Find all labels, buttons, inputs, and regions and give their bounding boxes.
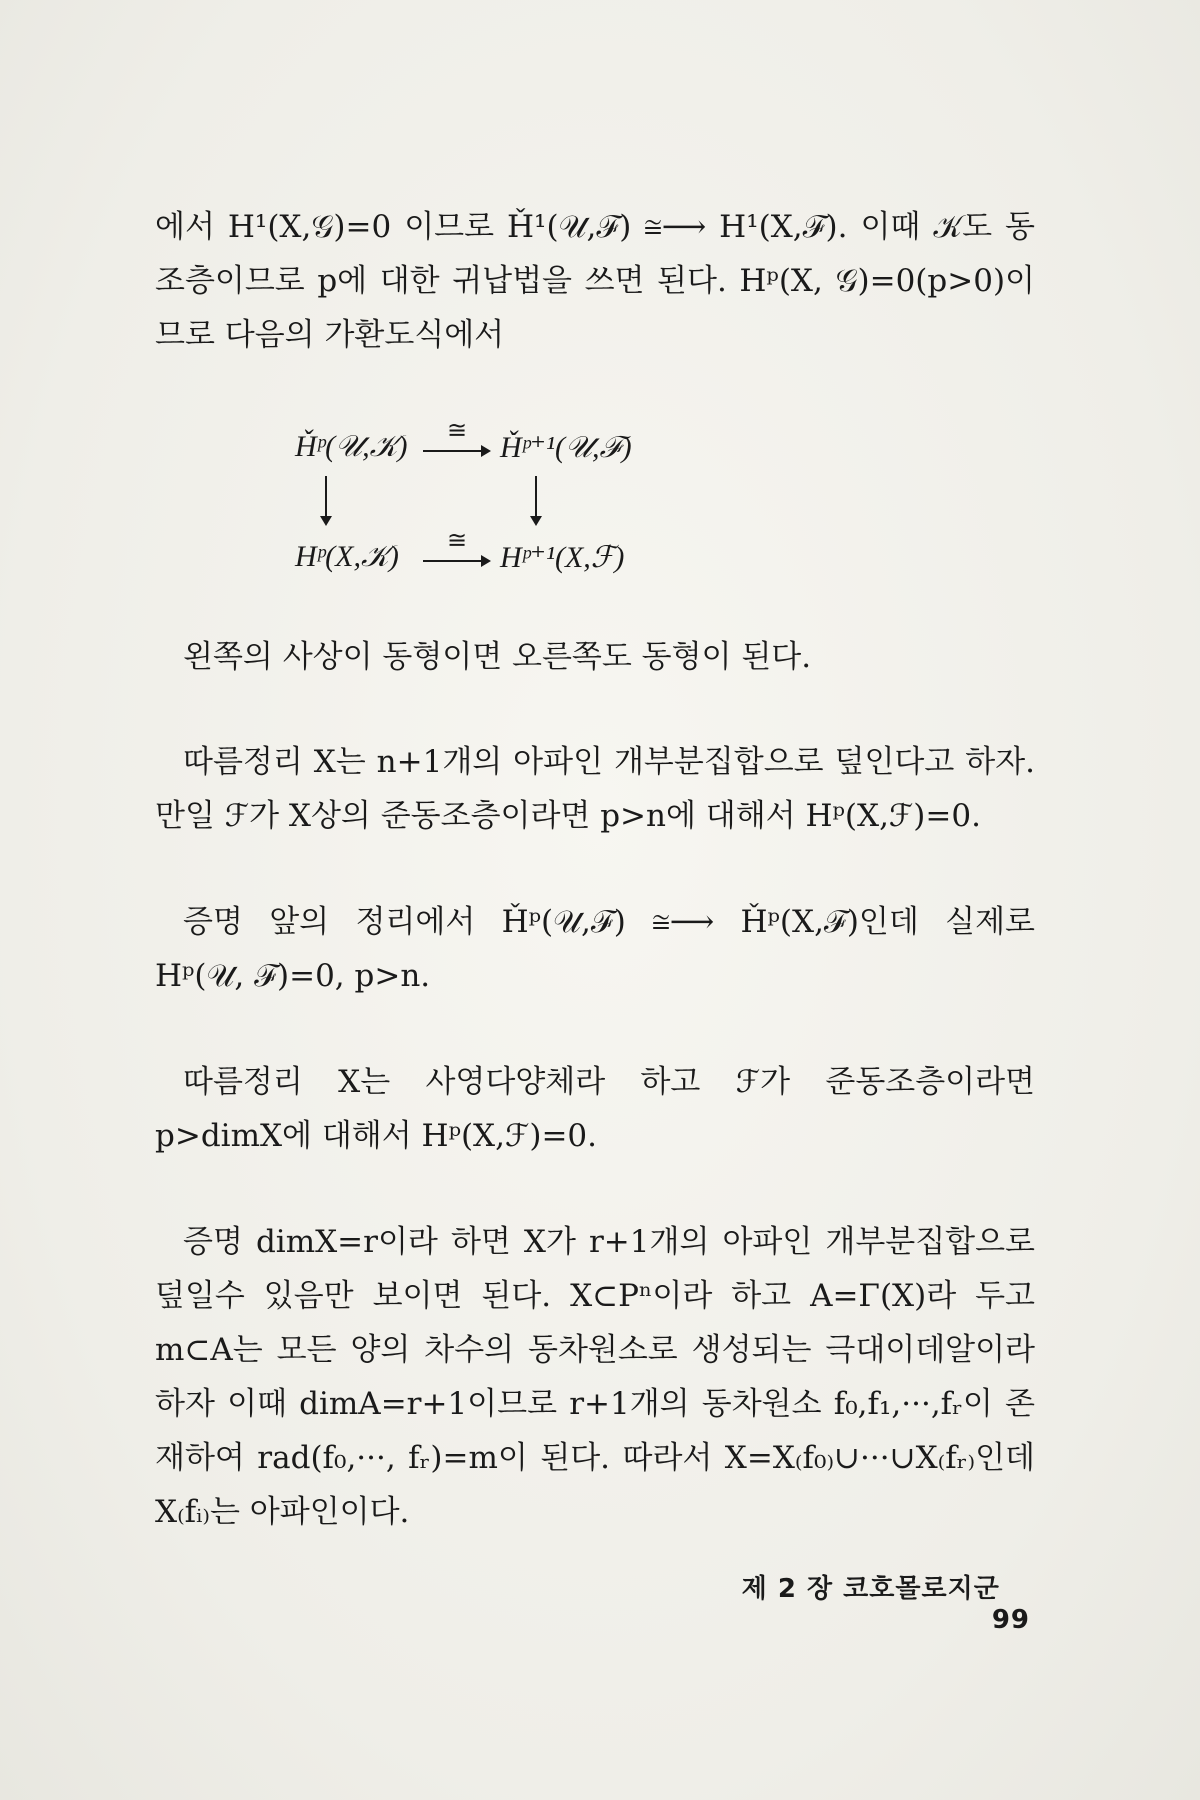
- paragraph-text: 왼쪽의 사상이 동형이면 오른쪽도 동형이 된다.: [183, 639, 812, 675]
- bottom-arrow: [423, 560, 483, 562]
- paragraph-text: 따름정리 X는 n+1개의 아파인 개부분집합으로 덮인다고 하자. 만일 ℱ가 X상의 준동조층이라면 p>n에 대해서 Hᵖ(X,ℱ)=0.: [155, 744, 1035, 834]
- page-number: 99: [991, 1605, 1030, 1635]
- iso-symbol-bottom: ≅: [447, 528, 468, 554]
- iso-symbol-top: ≅: [447, 418, 468, 444]
- corollary-1: [155, 735, 1035, 843]
- chapter-title: 제 2 장 코호몰로지군: [741, 1574, 1000, 1604]
- top-arrow: [423, 450, 483, 452]
- proof-1: [155, 895, 1035, 1003]
- paragraph-text: 따름정리 X는 사영다양체라 하고 ℱ가 준동조층이라면 p>dimX에 대해서 Hᵖ(X,ℱ)=0.: [155, 1064, 1035, 1154]
- commutative-diagram: [295, 418, 715, 600]
- paragraph-text: 증명 dimX=r이라 하면 X가 r+1개의 아파인 개부분집합으로 덮일수 있음만 보이면 된다. X⊂Pⁿ이라 하고 A=Γ(X)라 두고 m⊂A는 모든 양의 차수의 동차원소로 생성되는 극대이데알이라 하자 이때 dimA=r+1이므로 r+1개의 동차원소 f₀,f₁,···,fᵣ이 존재하여 rad(f₀,···, fᵣ)=m이 된다. 따라서 X=X₍f₀₎∪···∪X₍fᵣ₎인데 X₍fᵢ₎는 아파인이다.: [155, 1224, 1035, 1530]
- corollary-2: [155, 1055, 1035, 1163]
- diagram-bottom-right: Hᵖ⁺¹(X,ℱ): [500, 541, 625, 574]
- diagram-top-right: Ȟᵖ⁺¹(𝒰,ℱ): [500, 431, 632, 464]
- paragraph-conclusion: [155, 630, 1035, 684]
- paragraph-text: 증명 앞의 정리에서 Ȟᵖ(𝒰,ℱ) ≅⟶ Ȟᵖ(X,ℱ)인데 실제로 Hᵖ(𝒰, ℱ)=0, p>n.: [155, 904, 1035, 994]
- paragraph-intro: [155, 200, 1035, 362]
- right-vertical-arrow: [535, 476, 537, 518]
- diagram-bottom-left: Hᵖ(X,𝒦): [295, 540, 399, 573]
- page-footer: [700, 1568, 1030, 1635]
- diagram-top-left: Ȟᵖ(𝒰,𝒦): [295, 430, 408, 463]
- proof-2: [155, 1215, 1035, 1539]
- paragraph-text: 에서 H¹(X,𝒢)=0 이므로 Ȟ¹(𝒰,ℱ) ≅⟶ H¹(X,ℱ). 이때 𝒦도 동조층이므로 p에 대한 귀납법을 쓰면 된다. Hᵖ(X, 𝒢)=0(p>0)이므로 다음의 가환도식에서: [155, 209, 1035, 353]
- left-vertical-arrow: [325, 476, 327, 518]
